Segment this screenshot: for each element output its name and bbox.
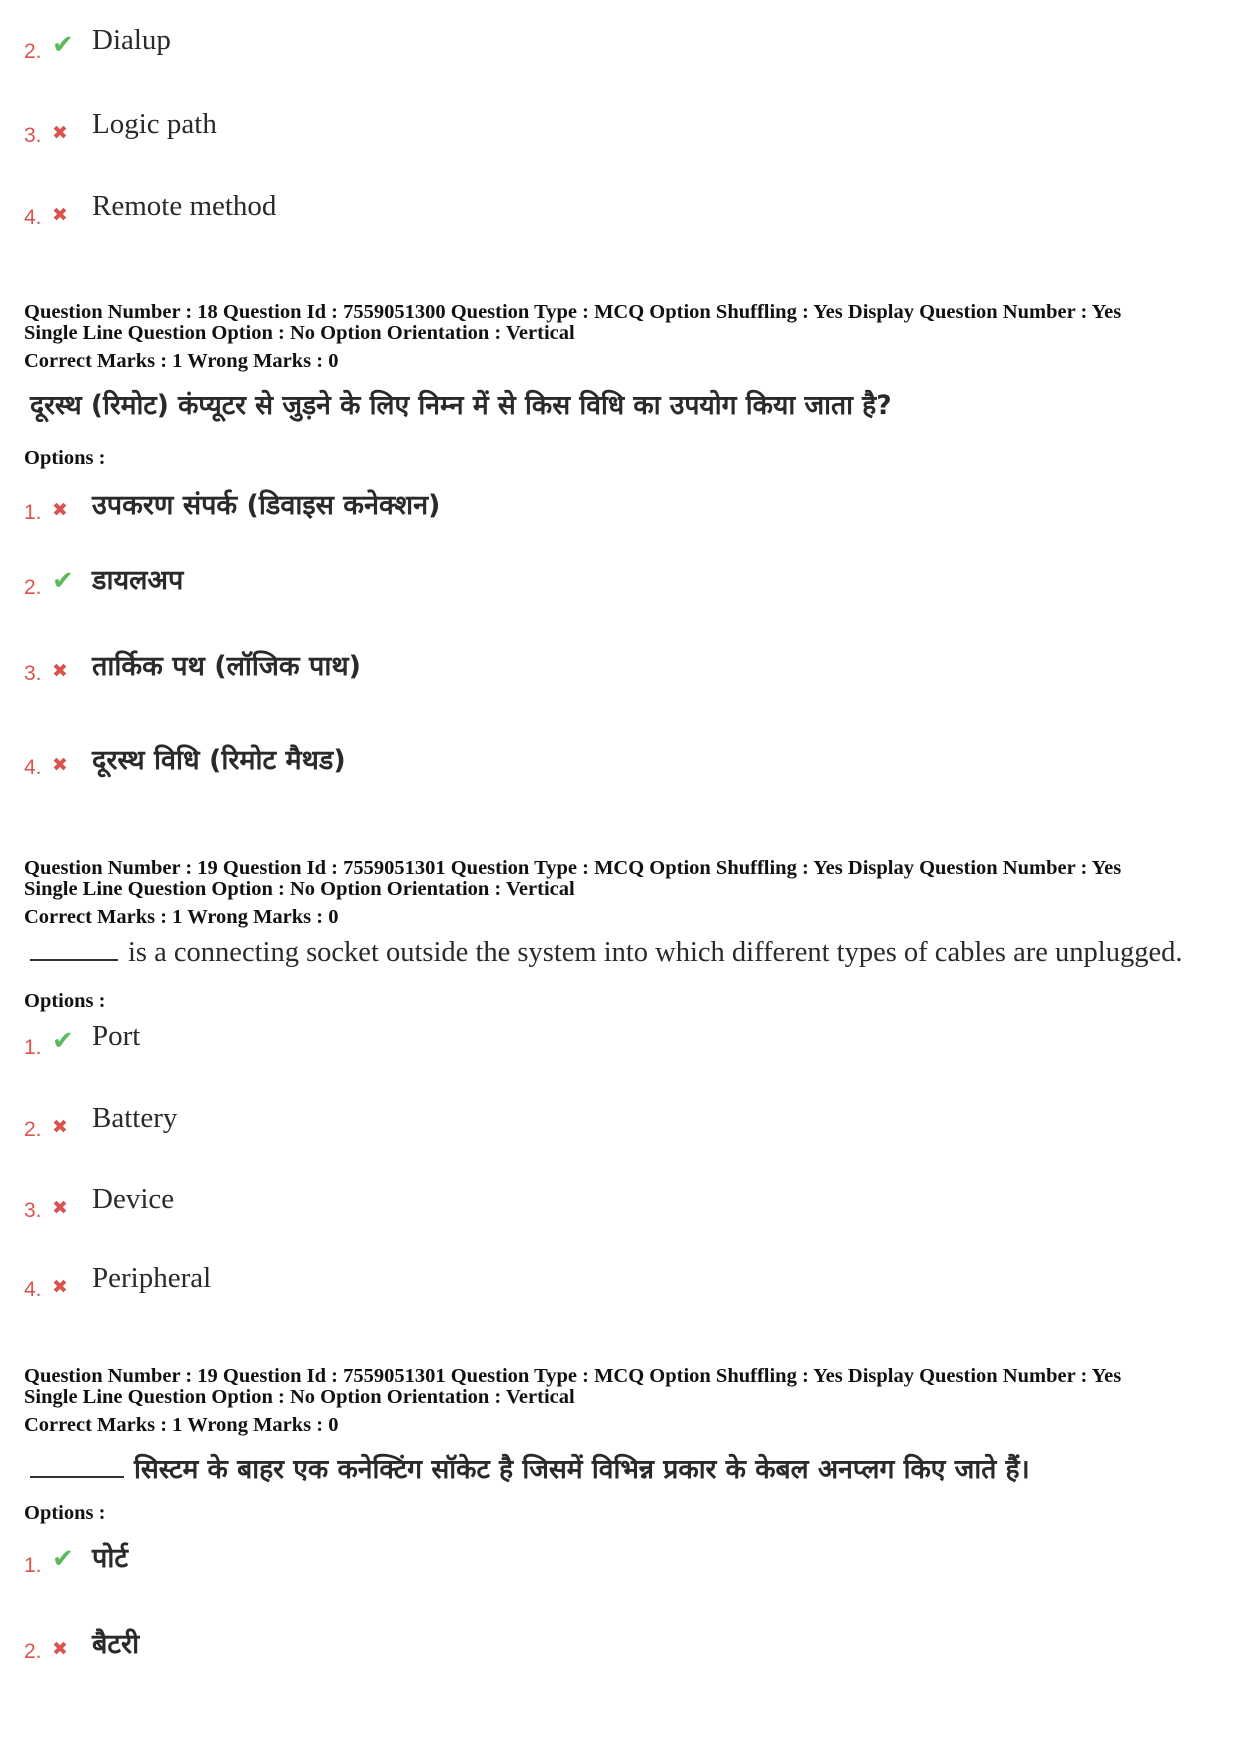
question-text: is a connecting socket outside the system into which different types of cables are unplugged. bbox=[128, 937, 1183, 968]
option-number: 3. bbox=[24, 1199, 42, 1222]
options-label: Options : bbox=[24, 990, 106, 1012]
marks-line: Correct Marks : 1 Wrong Marks : 0 bbox=[24, 906, 339, 928]
option-text: दूरस्थ विधि (रिमोट मैथड) bbox=[92, 745, 346, 776]
question-meta-line: Question Number : 18 Question Id : 7559051300 Question Type : MCQ Option Shuffling : Yes Display Question Number : Yes bbox=[24, 301, 1122, 323]
question-meta-line: Single Line Question Option : No Option Orientation : Vertical bbox=[24, 322, 575, 344]
answer-blank bbox=[30, 959, 118, 961]
option-number: 2. bbox=[24, 40, 42, 63]
wrong-cross-icon: ✖ bbox=[52, 204, 68, 226]
option-text: तार्किक पथ (लॉजिक पाथ) bbox=[92, 651, 361, 682]
option-text: Device bbox=[92, 1183, 175, 1215]
question-meta-line: Single Line Question Option : No Option Orientation : Vertical bbox=[24, 1386, 575, 1408]
option-number: 2. bbox=[24, 1118, 42, 1141]
option-text: बैटरी bbox=[92, 1629, 140, 1660]
option-text: डायलअप bbox=[92, 565, 184, 596]
question-text-row bbox=[30, 1450, 1030, 1486]
option-text: Dialup bbox=[92, 24, 171, 56]
question-meta-line: Question Number : 19 Question Id : 7559051301 Question Type : MCQ Option Shuffling : Yes Display Question Number : Yes bbox=[24, 1365, 1122, 1387]
wrong-cross-icon: ✖ bbox=[52, 1276, 68, 1298]
option-number: 2. bbox=[24, 576, 42, 599]
option-text: पोर्ट bbox=[92, 1543, 128, 1574]
option-text: Remote method bbox=[92, 190, 277, 222]
question-text-row bbox=[30, 937, 1183, 969]
option-number: 2. bbox=[24, 1640, 42, 1663]
options-label: Options : bbox=[24, 1502, 106, 1524]
wrong-cross-icon: ✖ bbox=[52, 499, 68, 521]
option-text: Battery bbox=[92, 1102, 178, 1134]
option-number: 1. bbox=[24, 1554, 42, 1577]
option-number: 1. bbox=[24, 501, 42, 524]
option-number: 3. bbox=[24, 124, 42, 147]
wrong-cross-icon: ✖ bbox=[52, 1197, 68, 1219]
option-number: 3. bbox=[24, 662, 42, 685]
option-number: 4. bbox=[24, 206, 42, 229]
option-text: Peripheral bbox=[92, 1262, 212, 1294]
question-text: सिस्टम के बाहर एक कनेक्टिंग सॉकेट है जिसमें विभिन्न प्रकार के केबल अनप्लग किए जाते हैं। bbox=[134, 1454, 1030, 1485]
correct-check-icon: ✔ bbox=[52, 30, 74, 60]
correct-check-icon: ✔ bbox=[52, 566, 74, 596]
correct-check-icon: ✔ bbox=[52, 1544, 74, 1574]
wrong-cross-icon: ✖ bbox=[52, 754, 68, 776]
options-label: Options : bbox=[24, 447, 106, 469]
option-text: Port bbox=[92, 1020, 141, 1052]
correct-check-icon: ✔ bbox=[52, 1026, 74, 1056]
wrong-cross-icon: ✖ bbox=[52, 1638, 68, 1660]
question-meta-line: Single Line Question Option : No Option Orientation : Vertical bbox=[24, 878, 575, 900]
wrong-cross-icon: ✖ bbox=[52, 660, 68, 682]
option-number: 1. bbox=[24, 1036, 42, 1059]
question-text: दूरस्थ (रिमोट) कंप्यूटर से जुड़ने के लिए निम्न में से किस विधि का उपयोग किया जाता है? bbox=[30, 390, 892, 421]
answer-blank bbox=[30, 1476, 124, 1478]
wrong-cross-icon: ✖ bbox=[52, 1116, 68, 1138]
question-meta-line: Question Number : 19 Question Id : 7559051301 Question Type : MCQ Option Shuffling : Yes Display Question Number : Yes bbox=[24, 857, 1122, 879]
option-number: 4. bbox=[24, 1278, 42, 1301]
option-text: उपकरण संपर्क (डिवाइस कनेक्शन) bbox=[92, 490, 441, 521]
marks-line: Correct Marks : 1 Wrong Marks : 0 bbox=[24, 350, 339, 372]
wrong-cross-icon: ✖ bbox=[52, 122, 68, 144]
marks-line: Correct Marks : 1 Wrong Marks : 0 bbox=[24, 1414, 339, 1436]
option-number: 4. bbox=[24, 756, 42, 779]
option-text: Logic path bbox=[92, 108, 217, 140]
